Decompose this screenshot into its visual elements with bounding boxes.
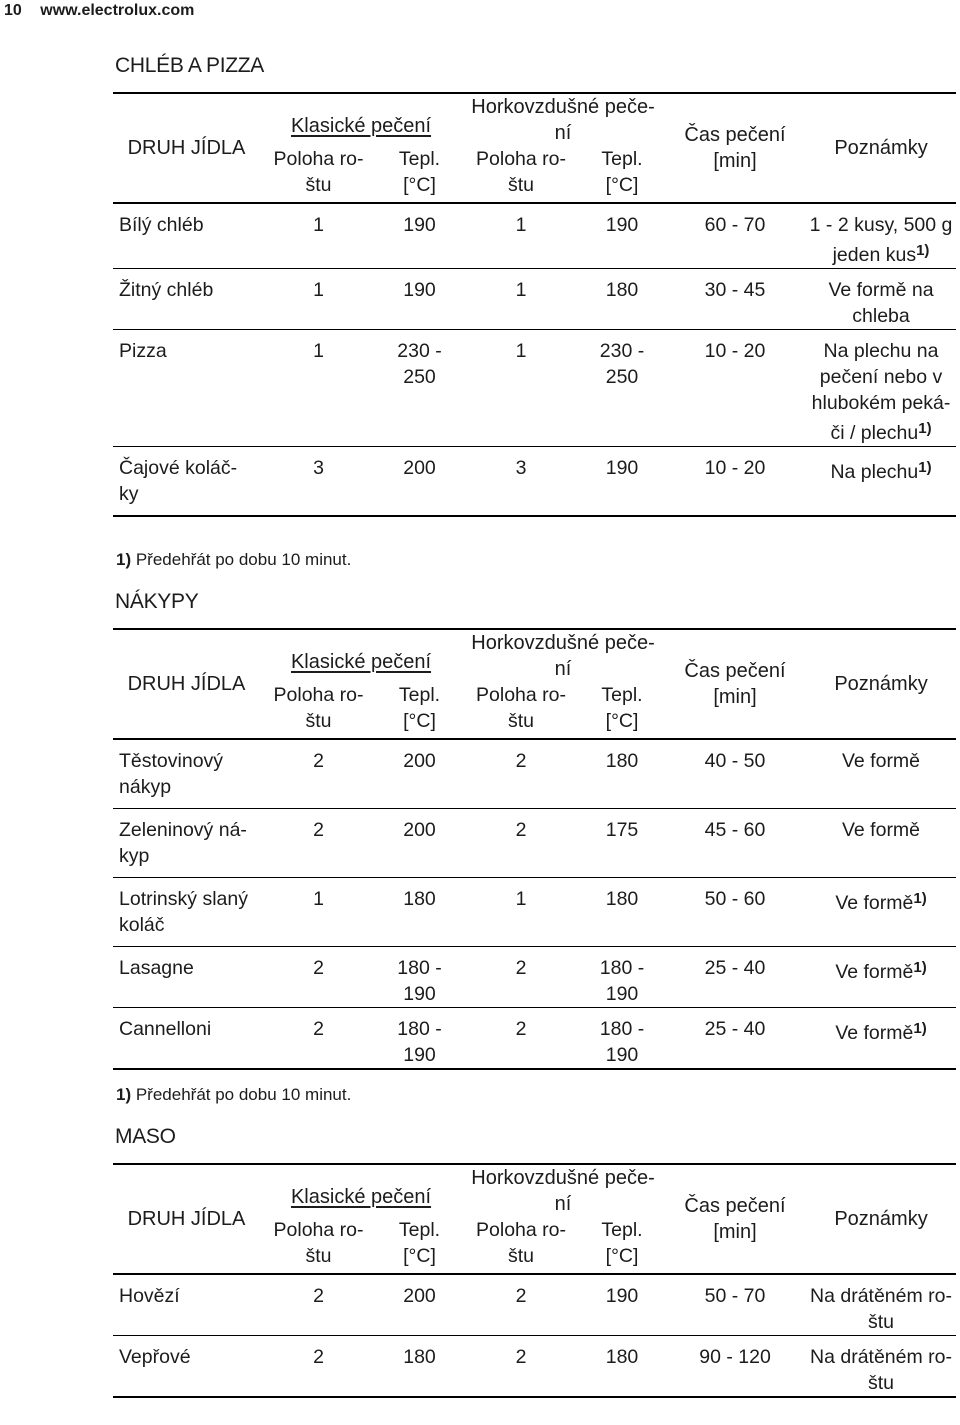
shelf-header-line: štu bbox=[305, 710, 332, 732]
table-body bbox=[113, 1274, 956, 1397]
shelf-position-header bbox=[462, 1217, 580, 1274]
note-line: Na drátěném ro- bbox=[810, 1285, 952, 1307]
shelf-header-line: Poloha ro- bbox=[273, 1219, 364, 1241]
temp-header-line: [°C] bbox=[605, 174, 639, 196]
notes-column-header: Poznámky bbox=[834, 673, 928, 695]
conventional-temperature bbox=[377, 269, 462, 330]
note-line: Na plechu na bbox=[823, 340, 939, 362]
conventional-temperature bbox=[377, 947, 462, 1008]
recipe-table bbox=[113, 628, 956, 1070]
dish-name-line: Čajové koláč- bbox=[119, 457, 238, 479]
table-row bbox=[113, 269, 956, 330]
temp-line: 230 - bbox=[397, 340, 442, 362]
note-line: Ve formě$^{1)}$ bbox=[835, 959, 927, 983]
fan-temperature bbox=[580, 947, 664, 1008]
conventional-shelf: 2 bbox=[313, 750, 324, 772]
notes bbox=[806, 447, 956, 517]
cooking-time: 50 - 70 bbox=[704, 1285, 766, 1307]
temp-line: 180 - bbox=[599, 957, 645, 979]
cooking-time: 10 - 20 bbox=[704, 340, 766, 362]
fan-shelf: 3 bbox=[515, 457, 527, 479]
conventional-header-label: Klasické pečení bbox=[290, 651, 432, 673]
fan-shelf: 2 bbox=[515, 819, 527, 841]
time-header-line: Čas pečení bbox=[684, 1195, 786, 1217]
dish-name-line: Zeleninový ná- bbox=[119, 819, 247, 841]
conventional-shelf: 1 bbox=[313, 279, 324, 301]
notes bbox=[806, 809, 956, 878]
time-header-line: Čas pečení bbox=[684, 660, 786, 682]
table-row bbox=[113, 447, 956, 517]
temp-line: 250 bbox=[403, 366, 436, 388]
footnote-mark: 1) bbox=[913, 890, 927, 907]
dish-column-header: DRUH JÍDLA bbox=[127, 1208, 246, 1230]
section-title: NÁKYPY bbox=[115, 590, 199, 613]
conventional-header-label: Klasické pečení bbox=[290, 115, 432, 137]
temp-line: 200 bbox=[403, 457, 436, 479]
conventional-temperature bbox=[377, 878, 462, 947]
time-column-header bbox=[664, 629, 806, 739]
time-header-line: Čas pečení bbox=[684, 124, 786, 146]
fan-header-line: Horkovzdušné peče- bbox=[471, 632, 655, 654]
fan-temperature bbox=[580, 878, 664, 947]
dish-name bbox=[113, 809, 260, 878]
table-row bbox=[113, 1008, 956, 1070]
shelf-header-line: štu bbox=[508, 174, 535, 196]
conventional-header bbox=[260, 93, 462, 146]
dish-name-line: Pizza bbox=[119, 340, 167, 362]
conventional-shelf: 2 bbox=[313, 1018, 324, 1040]
conventional-temperature bbox=[377, 739, 462, 809]
temp-line: 200 bbox=[403, 750, 436, 772]
fan-temperature bbox=[580, 203, 664, 269]
dish-name bbox=[113, 947, 260, 1008]
note-line: Ve formě$^{1)}$ bbox=[835, 890, 927, 914]
fan-temperature bbox=[580, 1274, 664, 1336]
dish-name-line: nákyp bbox=[119, 776, 172, 798]
fan-header-line: ní bbox=[554, 658, 572, 680]
temp-line: 190 bbox=[605, 983, 639, 1005]
fan-shelf: 1 bbox=[515, 214, 527, 236]
dish-name bbox=[113, 269, 260, 330]
conventional-header-label: Klasické pečení bbox=[290, 1186, 432, 1208]
shelf-position-header bbox=[260, 682, 377, 739]
footnote-text: Předehřát po dobu 10 minut. bbox=[135, 550, 352, 569]
notes bbox=[806, 739, 956, 809]
temp-header-line: [°C] bbox=[403, 174, 436, 196]
table-header bbox=[113, 93, 956, 203]
dish-name-line: Vepřové bbox=[119, 1346, 191, 1368]
shelf-header-line: Poloha ro- bbox=[273, 684, 364, 706]
section-title: CHLÉB A PIZZA bbox=[115, 54, 264, 77]
notes bbox=[806, 947, 956, 1008]
fan-header-line: ní bbox=[554, 122, 572, 144]
fan-shelf: 2 bbox=[515, 1346, 527, 1368]
notes bbox=[806, 1336, 956, 1398]
temp-line: 180 bbox=[403, 1346, 436, 1368]
time-column-header bbox=[664, 93, 806, 203]
table-row bbox=[113, 203, 956, 269]
footnote-mark: 1) bbox=[116, 550, 136, 569]
note-line: chleba bbox=[852, 305, 910, 327]
section-title: MASO bbox=[115, 1125, 176, 1148]
footnote-mark: 1) bbox=[913, 1020, 927, 1037]
temp-line: 180 - bbox=[599, 1018, 645, 1040]
dish-column-header: DRUH JÍDLA bbox=[127, 673, 246, 695]
conventional-temperature bbox=[377, 809, 462, 878]
conventional-shelf: 1 bbox=[313, 340, 324, 362]
table-row bbox=[113, 947, 956, 1008]
conventional-header bbox=[260, 629, 462, 682]
table-row bbox=[113, 809, 956, 878]
note-line: štu bbox=[868, 1311, 895, 1333]
conventional-temperature bbox=[377, 447, 462, 517]
dish-name bbox=[113, 1336, 260, 1398]
conventional-shelf: 1 bbox=[313, 888, 324, 910]
dish-column-header: DRUH JÍDLA bbox=[127, 137, 246, 159]
fan-temperature bbox=[580, 739, 664, 809]
cooking-time: 60 - 70 bbox=[704, 214, 766, 236]
temp-header-line: Tepl. bbox=[601, 1219, 643, 1241]
temp-header-line: Tepl. bbox=[398, 684, 441, 706]
cooking-time: 50 - 60 bbox=[704, 888, 766, 910]
fan-temperature bbox=[580, 1008, 664, 1070]
temp-header-line: Tepl. bbox=[398, 1219, 441, 1241]
conventional-temperature bbox=[377, 1008, 462, 1070]
fan-header bbox=[462, 1164, 664, 1217]
shelf-header-line: štu bbox=[305, 1245, 332, 1267]
shelf-header-line: štu bbox=[305, 174, 332, 196]
time-header-line: [min] bbox=[713, 1221, 757, 1243]
fan-shelf: 1 bbox=[515, 340, 527, 362]
footnote-mark: 1) bbox=[913, 959, 927, 976]
dish-name bbox=[113, 1008, 260, 1070]
dish-name-line: Cannelloni bbox=[119, 1018, 212, 1040]
footnote bbox=[116, 1085, 351, 1105]
website-url: www.electrolux.com bbox=[40, 2, 195, 19]
footnote-mark: 1) bbox=[918, 420, 932, 437]
fan-temperature bbox=[580, 1336, 664, 1398]
section-1 bbox=[113, 590, 956, 1070]
shelf-position-header bbox=[462, 146, 580, 203]
shelf-position-header bbox=[462, 682, 580, 739]
note-line: Ve formě bbox=[841, 819, 921, 841]
temperature-header bbox=[580, 1217, 664, 1274]
table-row bbox=[113, 330, 956, 447]
dish-name-line: Lotrinský slaný bbox=[119, 888, 248, 910]
notes bbox=[806, 203, 956, 269]
temp-line: 190 bbox=[605, 1044, 639, 1066]
temp-line: 180 bbox=[605, 888, 639, 910]
conventional-shelf: 1 bbox=[313, 214, 324, 236]
fan-temperature bbox=[580, 809, 664, 878]
table-header bbox=[113, 1164, 956, 1274]
recipe-table bbox=[113, 1163, 956, 1398]
temp-line: 180 bbox=[403, 888, 436, 910]
temp-header-line: Tepl. bbox=[398, 148, 441, 170]
time-header-line: [min] bbox=[713, 686, 757, 708]
cooking-time: 90 - 120 bbox=[699, 1346, 771, 1368]
conventional-temperature bbox=[377, 1274, 462, 1336]
temp-header-line: [°C] bbox=[403, 710, 436, 732]
temp-line: 180 - bbox=[397, 1018, 442, 1040]
shelf-header-line: štu bbox=[508, 710, 535, 732]
note-line: jeden kus$^{1)}$ bbox=[832, 242, 930, 266]
footnote-mark: 1) bbox=[918, 459, 932, 476]
fan-temperature bbox=[580, 269, 664, 330]
dish-name-line: koláč bbox=[119, 914, 165, 936]
shelf-position-header bbox=[260, 146, 377, 203]
footnote-mark: 1) bbox=[916, 242, 930, 259]
temp-line: 200 bbox=[403, 819, 436, 841]
notes bbox=[806, 1274, 956, 1336]
cooking-time: 25 - 40 bbox=[704, 1018, 766, 1040]
dish-name-line: Hovězí bbox=[119, 1285, 180, 1307]
temperature-header bbox=[580, 146, 664, 203]
cooking-time: 40 - 50 bbox=[704, 750, 766, 772]
table-row bbox=[113, 739, 956, 809]
page-number: 10 bbox=[4, 2, 22, 19]
note-line: Ve formě bbox=[841, 750, 921, 772]
temp-line: 200 bbox=[403, 1285, 436, 1307]
conventional-header bbox=[260, 1164, 462, 1217]
temp-line: 190 bbox=[403, 983, 436, 1005]
fan-shelf: 2 bbox=[515, 750, 527, 772]
temp-header-line: [°C] bbox=[403, 1245, 436, 1267]
section-0 bbox=[113, 54, 956, 517]
notes bbox=[806, 1008, 956, 1070]
dish-name-line: Žitný chléb bbox=[119, 279, 214, 301]
dish-name bbox=[113, 1274, 260, 1336]
temp-line: 190 bbox=[605, 457, 639, 479]
cooking-time: 10 - 20 bbox=[704, 457, 766, 479]
note-line: Na drátěném ro- bbox=[810, 1346, 952, 1368]
temp-line: 175 bbox=[605, 819, 639, 841]
footnote bbox=[116, 550, 351, 570]
temp-line: 190 bbox=[403, 279, 436, 301]
temp-line: 230 - bbox=[599, 340, 645, 362]
note-line: Ve formě na bbox=[828, 279, 934, 301]
note-line: Na plechu$^{1)}$ bbox=[830, 459, 932, 483]
fan-shelf: 2 bbox=[515, 957, 527, 979]
table-body bbox=[113, 203, 956, 516]
table-row bbox=[113, 878, 956, 947]
note-line: hlubokém peká- bbox=[811, 392, 951, 414]
conventional-temperature bbox=[377, 330, 462, 447]
temp-line: 180 bbox=[605, 750, 639, 772]
table-row bbox=[113, 1336, 956, 1398]
temp-header-line: Tepl. bbox=[601, 148, 643, 170]
dish-name bbox=[113, 447, 260, 517]
note-line: 1 - 2 kusy, 500 g bbox=[809, 214, 953, 236]
dish-name-line: ky bbox=[119, 483, 139, 505]
fan-shelf: 2 bbox=[515, 1018, 527, 1040]
fan-header-line: ní bbox=[554, 1193, 572, 1215]
dish-name bbox=[113, 330, 260, 447]
shelf-header-line: štu bbox=[508, 1245, 535, 1267]
fan-header-line: Horkovzdušné peče- bbox=[471, 1167, 655, 1189]
note-line: Ve formě$^{1)}$ bbox=[835, 1020, 927, 1044]
notes-column-header: Poznámky bbox=[834, 1208, 928, 1230]
footnote-mark: 1) bbox=[116, 1085, 136, 1104]
temp-line: 190 bbox=[605, 1285, 639, 1307]
fan-header-line: Horkovzdušné peče- bbox=[471, 96, 655, 118]
table-body bbox=[113, 739, 956, 1069]
note-line: štu bbox=[868, 1372, 895, 1394]
temp-line: 180 - bbox=[397, 957, 442, 979]
notes bbox=[806, 878, 956, 947]
temp-header-line: [°C] bbox=[605, 1245, 639, 1267]
dish-name bbox=[113, 739, 260, 809]
shelf-header-line: Poloha ro- bbox=[476, 148, 566, 170]
note-line: pečení nebo v bbox=[819, 366, 943, 388]
time-header-line: [min] bbox=[713, 150, 757, 172]
cooking-time: 25 - 40 bbox=[704, 957, 766, 979]
shelf-position-header bbox=[260, 1217, 377, 1274]
temp-line: 180 bbox=[605, 1346, 639, 1368]
notes-column-header: Poznámky bbox=[834, 137, 928, 159]
notes bbox=[806, 269, 956, 330]
conventional-shelf: 2 bbox=[313, 819, 324, 841]
temperature-header bbox=[377, 1217, 462, 1274]
cooking-time: 30 - 45 bbox=[704, 279, 766, 301]
fan-temperature bbox=[580, 330, 664, 447]
dish-name bbox=[113, 203, 260, 269]
section-2 bbox=[113, 1125, 956, 1398]
dish-name-line: Těstovinový bbox=[119, 750, 224, 772]
temperature-header bbox=[377, 682, 462, 739]
temperature-header bbox=[580, 682, 664, 739]
shelf-header-line: Poloha ro- bbox=[476, 1219, 566, 1241]
shelf-header-line: Poloha ro- bbox=[476, 684, 566, 706]
temp-header-line: [°C] bbox=[605, 710, 639, 732]
temp-line: 190 bbox=[403, 1044, 436, 1066]
conventional-shelf: 2 bbox=[313, 957, 324, 979]
time-column-header bbox=[664, 1164, 806, 1274]
cooking-time: 45 - 60 bbox=[704, 819, 766, 841]
fan-shelf: 1 bbox=[515, 888, 527, 910]
temp-line: 180 bbox=[605, 279, 639, 301]
temperature-header bbox=[377, 146, 462, 203]
conventional-temperature bbox=[377, 1336, 462, 1398]
fan-header bbox=[462, 93, 664, 146]
page-header bbox=[4, 2, 208, 20]
conventional-shelf: 2 bbox=[313, 1346, 324, 1368]
fan-header bbox=[462, 629, 664, 682]
temp-line: 250 bbox=[605, 366, 639, 388]
temp-line: 190 bbox=[403, 214, 436, 236]
notes bbox=[806, 330, 956, 447]
shelf-header-line: Poloha ro- bbox=[273, 148, 364, 170]
dish-name-line: kyp bbox=[119, 845, 150, 867]
table-header bbox=[113, 629, 956, 739]
conventional-temperature bbox=[377, 203, 462, 269]
fan-temperature bbox=[580, 447, 664, 517]
fan-shelf: 1 bbox=[515, 279, 527, 301]
dish-name bbox=[113, 878, 260, 947]
table-row bbox=[113, 1274, 956, 1336]
conventional-shelf: 2 bbox=[313, 1285, 324, 1307]
footnote-text: Předehřát po dobu 10 minut. bbox=[135, 1085, 352, 1104]
fan-shelf: 2 bbox=[515, 1285, 527, 1307]
temp-line: 190 bbox=[605, 214, 639, 236]
temp-header-line: Tepl. bbox=[601, 684, 643, 706]
dish-name-line: Lasagne bbox=[119, 957, 194, 979]
dish-name-line: Bílý chléb bbox=[119, 214, 204, 236]
note-line: či / plechu$^{1)}$ bbox=[830, 420, 932, 444]
recipe-table bbox=[113, 92, 956, 517]
conventional-shelf: 3 bbox=[313, 457, 324, 479]
